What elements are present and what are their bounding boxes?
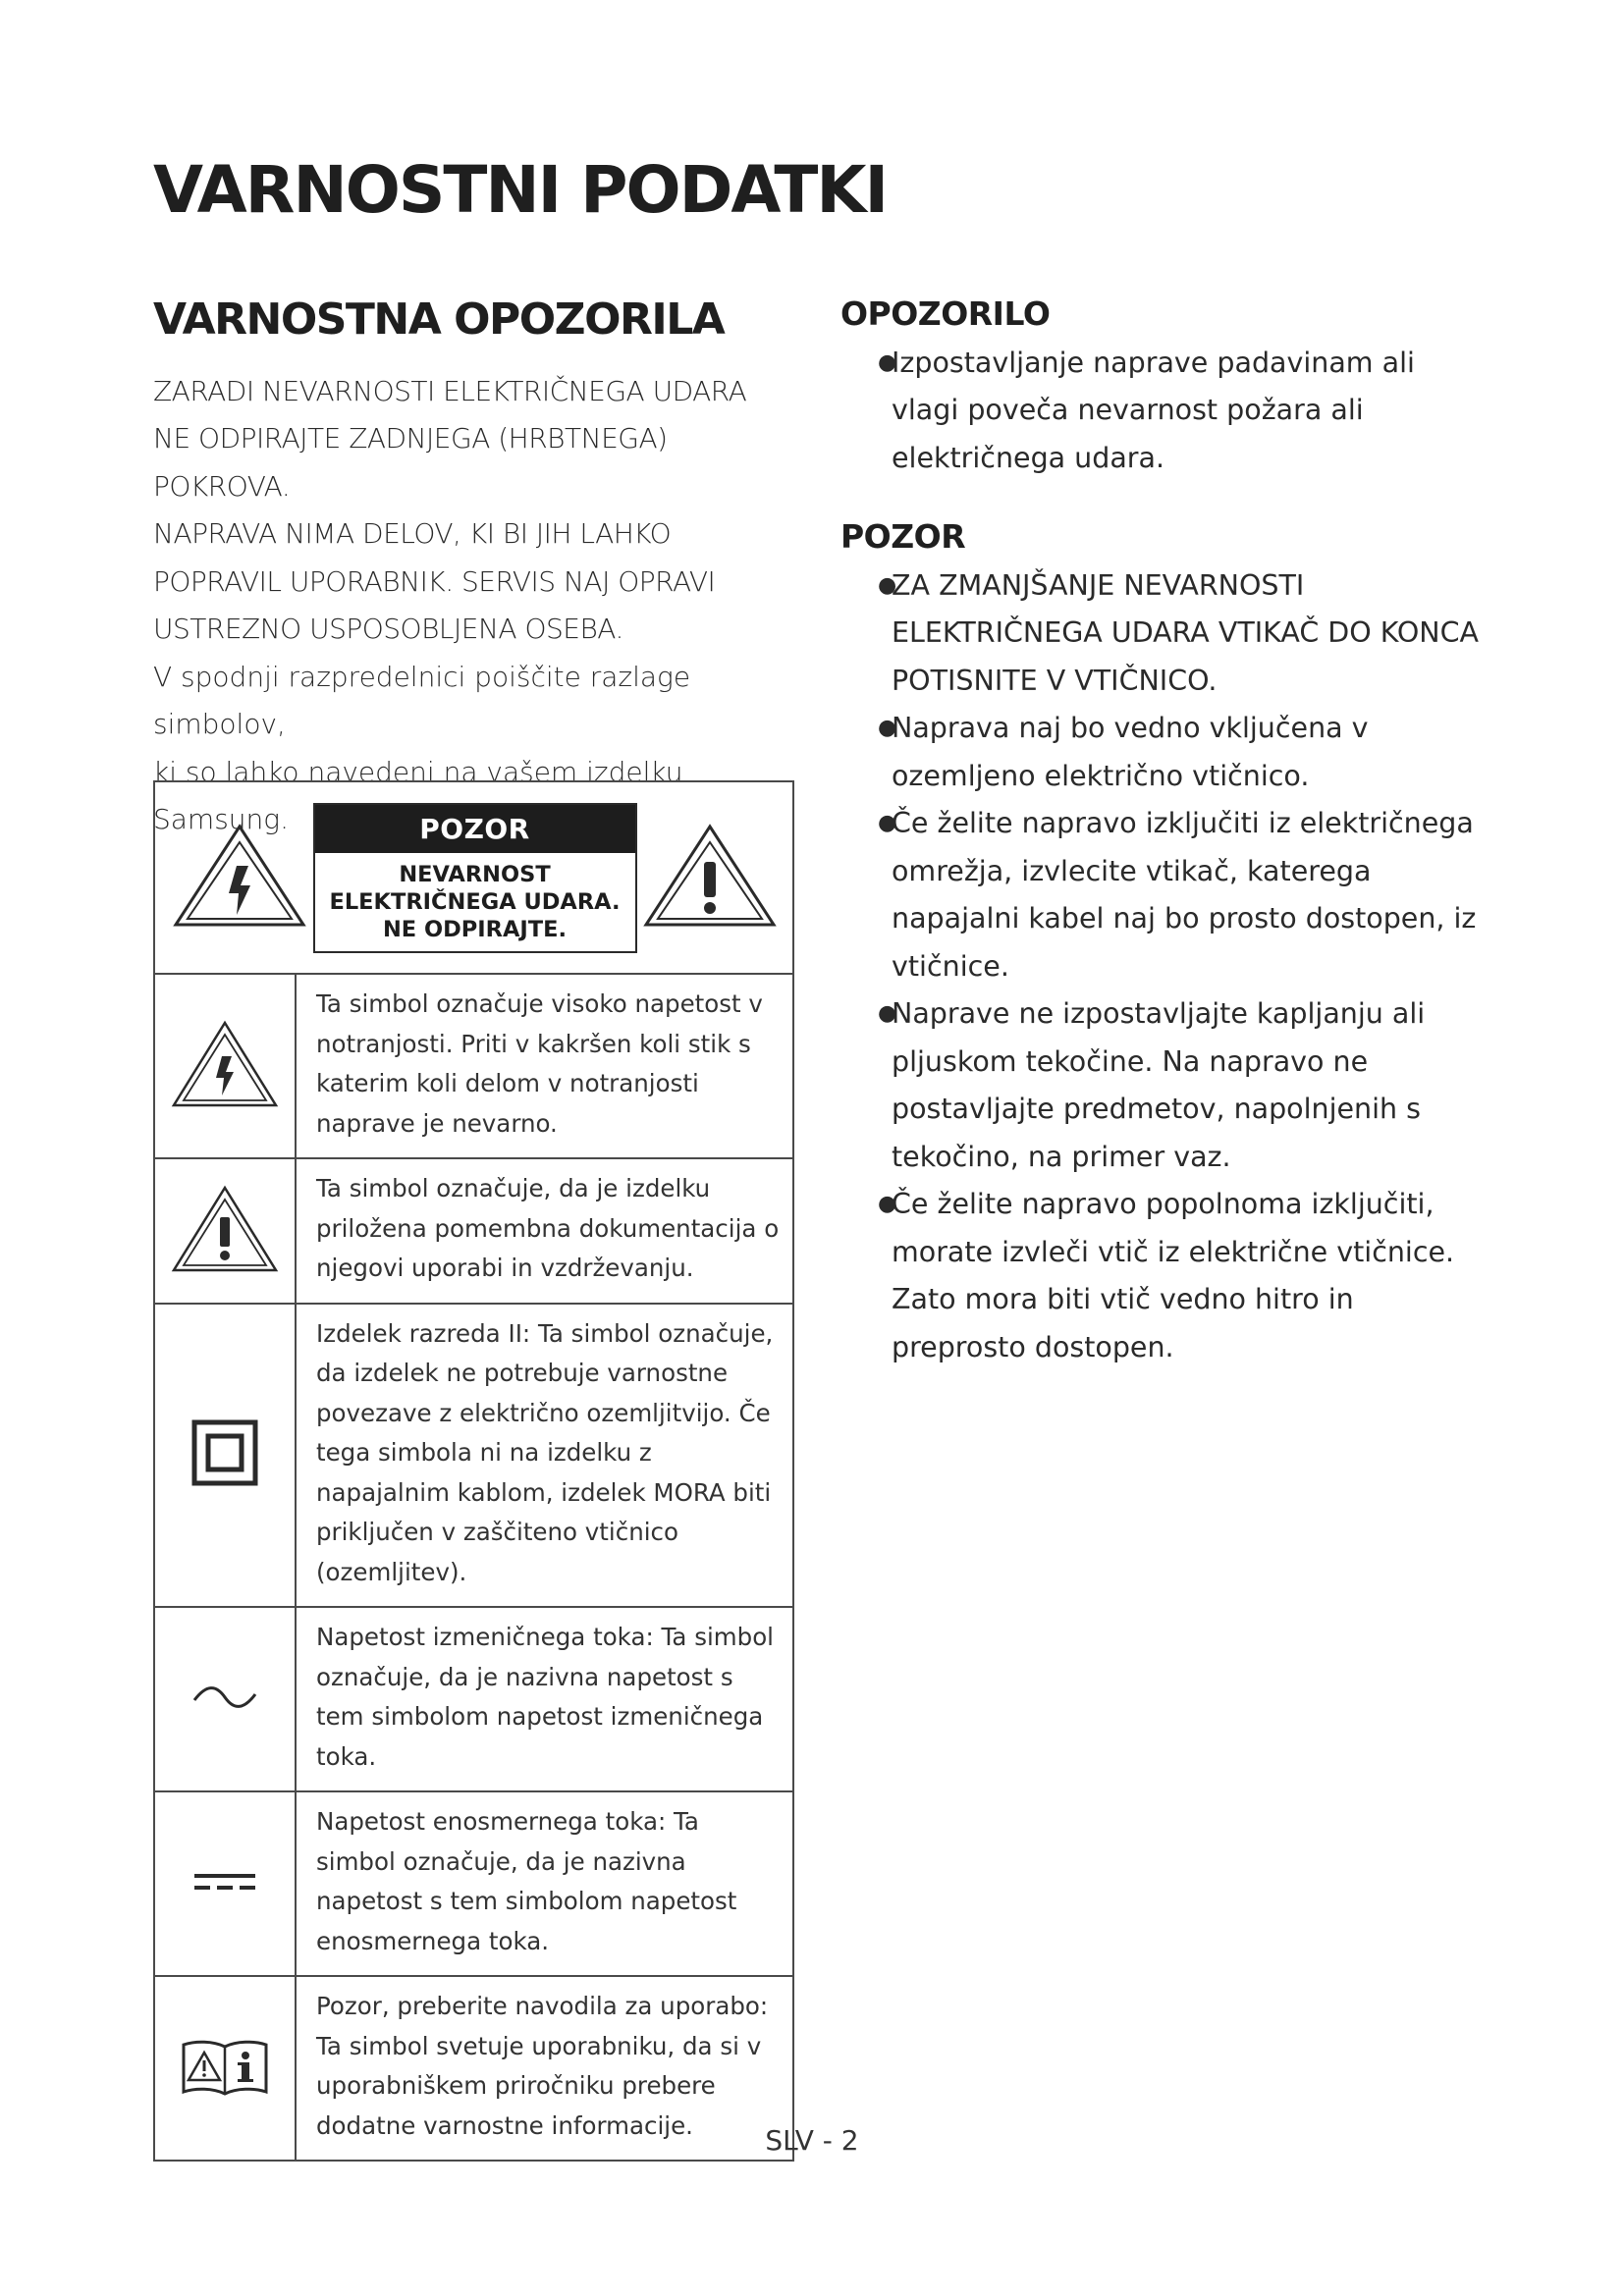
- section-title: VARNOSTNA OPOZORILA: [153, 294, 725, 345]
- opozorilo-block: [840, 294, 1489, 482]
- left-column: [153, 294, 801, 844]
- intro-line: NAPRAVA NIMA DELOV, KI BI JIH LAHKO: [153, 517, 672, 551]
- intro-line: POPRAVIL UPORABNIK. SERVIS NAJ OPRAVI: [153, 564, 716, 598]
- bullet-icon: ●: [878, 811, 897, 836]
- bullet-icon: ●: [878, 349, 897, 375]
- bullet-icon: ●: [878, 1001, 897, 1027]
- symbol-row: [154, 1158, 793, 1304]
- list-item: ● Če želite napravo izključiti iz električnega omrežja, izvlecite vtikač, katerega napajalni kabel naj bo prosto dostopen, iz vtičnice.: [892, 800, 1489, 990]
- warning-label-line: ELEKTRIČNEGA UDARA.: [329, 888, 621, 915]
- symbol-description: Napetost izmeničnega toka: Ta simbol označuje, da je nazivna napetost s tem simbolom napetost izmeničnega toka.: [296, 1607, 793, 1791]
- pozor-list: [840, 562, 1489, 1372]
- bullet-icon: ●: [878, 716, 897, 741]
- warning-label-head: POZOR: [315, 805, 635, 853]
- intro-text: [153, 368, 801, 844]
- intro-line: NE ODPIRAJTE ZADNJEGA (HRBTNEGA): [153, 422, 668, 455]
- list-item: ● Izpostavljanje naprave padavinam ali vlagi poveča nevarnost požara ali električnega udara.: [892, 340, 1489, 483]
- dc-voltage-icon: [154, 1791, 296, 1976]
- intro-line: POKROVA.: [153, 469, 291, 503]
- page-number: SLV - 2: [765, 2124, 859, 2157]
- ac-voltage-icon: [154, 1607, 296, 1791]
- warning-label-line: NEVARNOST: [399, 861, 551, 887]
- symbol-description: Napetost enosmernega toka: Ta simbol označuje, da je nazivna napetost s tem simbolom napetost enosmernega toka.: [296, 1791, 793, 1976]
- symbol-row: [154, 1304, 793, 1608]
- warning-label-line: NE ODPIRAJTE.: [382, 916, 568, 942]
- symbol-description: Ta simbol označuje visoko napetost v notranjosti. Priti v kakršen koli stik s katerim koli delom v notranjosti naprave je nevarno.: [296, 974, 793, 1158]
- exclamation-icon: [642, 821, 778, 934]
- pozor-title: POZOR: [840, 517, 966, 557]
- opozorilo-title: OPOZORILO: [840, 294, 1051, 333]
- list-item: ● Naprava naj bo vedno vključena v ozemljeno električno vtičnico.: [892, 705, 1489, 800]
- symbol-row: [154, 1607, 793, 1791]
- list-item: ● Če želite napravo popolnoma izključiti, morate izvleči vtič iz električne vtičnice. Zato mora biti vtič vedno hitro in preprosto dostopen.: [892, 1181, 1489, 1371]
- high-voltage-icon: [172, 821, 307, 934]
- exclamation-icon: [154, 1158, 296, 1304]
- list-item: ● ZA ZMANJŠANJE NEVARNOSTI ELEKTRIČNEGA UDARA VTIKAČ DO KONCA POTISNITE V VTIČNICO.: [892, 562, 1489, 706]
- intro-line: ki so lahko navedeni na vašem izdelku Samsung.: [153, 755, 683, 836]
- right-column: [840, 294, 1489, 1371]
- warning-label-body: [315, 853, 635, 951]
- intro-line: V spodnji razpredelnici poiščite razlage simbolov,: [153, 660, 691, 741]
- symbol-description: Izdelek razreda II: Ta simbol označuje, da izdelek ne potrebuje varnostne povezave z električno ozemljitvijo. Če tega simbola ni na izdelku z napajalnim kablom, izdelek MORA biti priključen v zaščiteno vtičnico (ozemljitev).: [296, 1304, 793, 1608]
- opozorilo-list: [840, 340, 1489, 483]
- bullet-icon: ●: [878, 572, 897, 598]
- symbol-row: [154, 974, 793, 1158]
- symbol-description: Pozor, preberite navodila za uporabo: Ta simbol svetuje uporabniku, da si v uporabniškem priročniku prebere dodatne varnostne informacije.: [296, 1976, 793, 2161]
- intro-line: USTREZNO USPOSOBLJENA OSEBA.: [153, 613, 623, 646]
- symbols-table: [153, 780, 794, 2162]
- warning-header-row: [154, 781, 793, 974]
- bullet-icon: ●: [878, 1192, 897, 1217]
- list-item: ● Naprave ne izpostavljajte kapljanju ali pljuskom tekočine. Na napravo ne postavljajte predmetov, napolnjenih s tekočino, na primer vaz.: [892, 990, 1489, 1181]
- symbol-row: [154, 1791, 793, 1976]
- intro-line: ZARADI NEVARNOSTI ELEKTRIČNEGA UDARA: [153, 374, 747, 407]
- pozor-block: [840, 517, 1489, 1371]
- warning-header-cell: [154, 781, 793, 974]
- high-voltage-icon: [154, 974, 296, 1158]
- class-ii-icon: [154, 1304, 296, 1608]
- symbol-description: Ta simbol označuje, da je izdelku priložena pomembna dokumentacija o njegovi uporabi in vzdrževanju.: [296, 1158, 793, 1304]
- warning-label: [313, 803, 637, 953]
- page-title: VARNOSTNI PODATKI: [153, 152, 888, 228]
